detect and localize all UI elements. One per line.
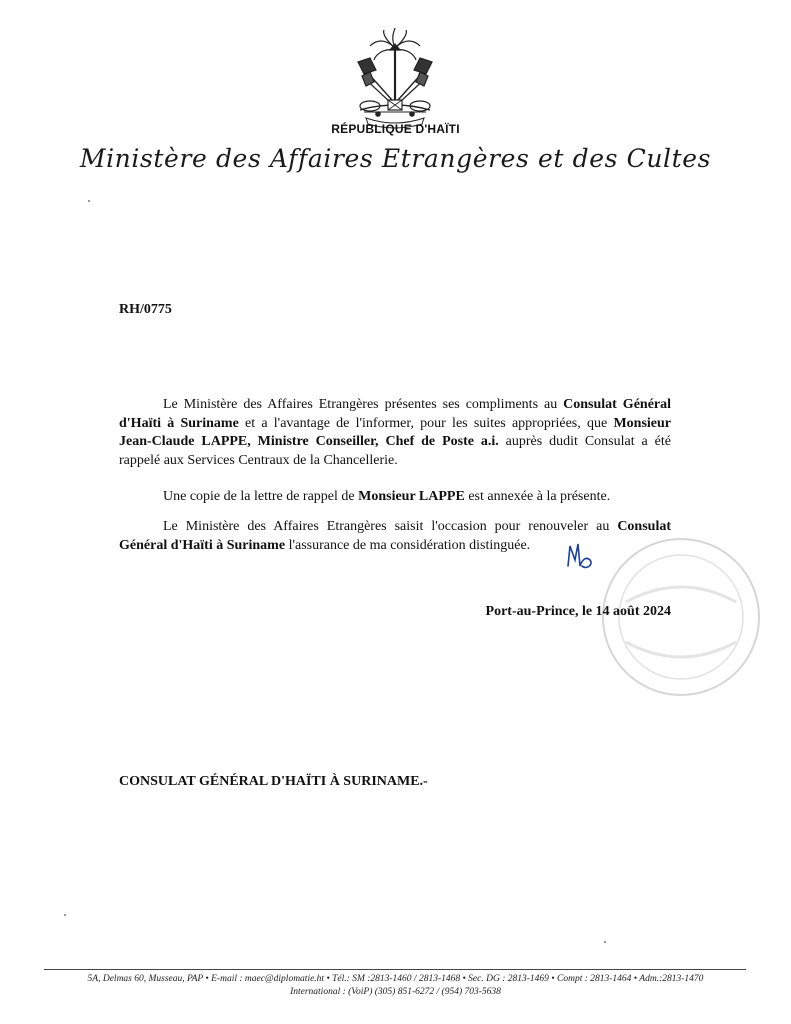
paper-speck — [64, 914, 66, 916]
paragraph-1 — [119, 396, 671, 470]
paragraph-2 — [119, 488, 671, 507]
p2-text-1: Une copie de la lettre de rappel de — [163, 489, 359, 504]
p3-bold-consulate: Consulat Général d'Haïti à Suriname — [119, 519, 671, 553]
p2-bold-person: Monsieur LAPPE — [358, 489, 465, 504]
p1-text-3: auprès dudit Consulat a été rappelé aux Services Centraux de la Chancellerie. — [119, 434, 671, 468]
footer-contact-line-1: 5A, Delmas 60, Musseau, PAP • E-mail : maec@diplomatie.ht • Tél.: SM :2813-1460 / 2813-1468 • Sec. DG : 2813-1469 • Compt : 2813-1464 • Adm.:2813-1470 — [87, 974, 704, 984]
p3-text-2: l'assurance de ma considération distinguée. — [285, 537, 531, 553]
recipient: CONSULAT GÉNÉRAL D'HAÏTI À SURINAME.- — [119, 774, 428, 789]
ministry-title: Ministère des Affaires Etrangères et des Cultes — [79, 144, 712, 173]
p1-bold-person: Monsieur Jean-Claude LAPPE, Ministre Conseiller, Chef de Poste a.i. — [119, 415, 671, 450]
p1-text-2: et a l'avantage de l'informer, pour les suites appropriées, que — [238, 415, 614, 431]
p3-text-1: Le Ministère des Affaires Etrangères saisit l'occasion pour renouveler au — [163, 519, 618, 534]
footer-contact-line-2: International : (VoiP) (305) 851-6272 / (954) 703-5638 — [290, 987, 501, 997]
footer-divider — [44, 969, 746, 970]
place-and-date: Port-au-Prince, le 14 août 2024 — [485, 604, 671, 619]
reference-number: RH/0775 — [119, 302, 172, 317]
republic-title: RÉPUBLIQUE D'HAÏTI — [331, 122, 460, 136]
coat-of-arms-icon — [340, 26, 450, 132]
p1-bold-consulate: Consulat Général d'Haïti à Suriname — [119, 397, 672, 431]
p2-text-2: est annexée à la présente. — [464, 489, 611, 504]
handwritten-initials-icon — [564, 540, 598, 574]
p1-text-1: Le Ministère des Affaires Etrangères présentes ses compliments au — [163, 397, 564, 412]
paper-speck — [604, 941, 606, 943]
paper-speck — [88, 200, 90, 202]
